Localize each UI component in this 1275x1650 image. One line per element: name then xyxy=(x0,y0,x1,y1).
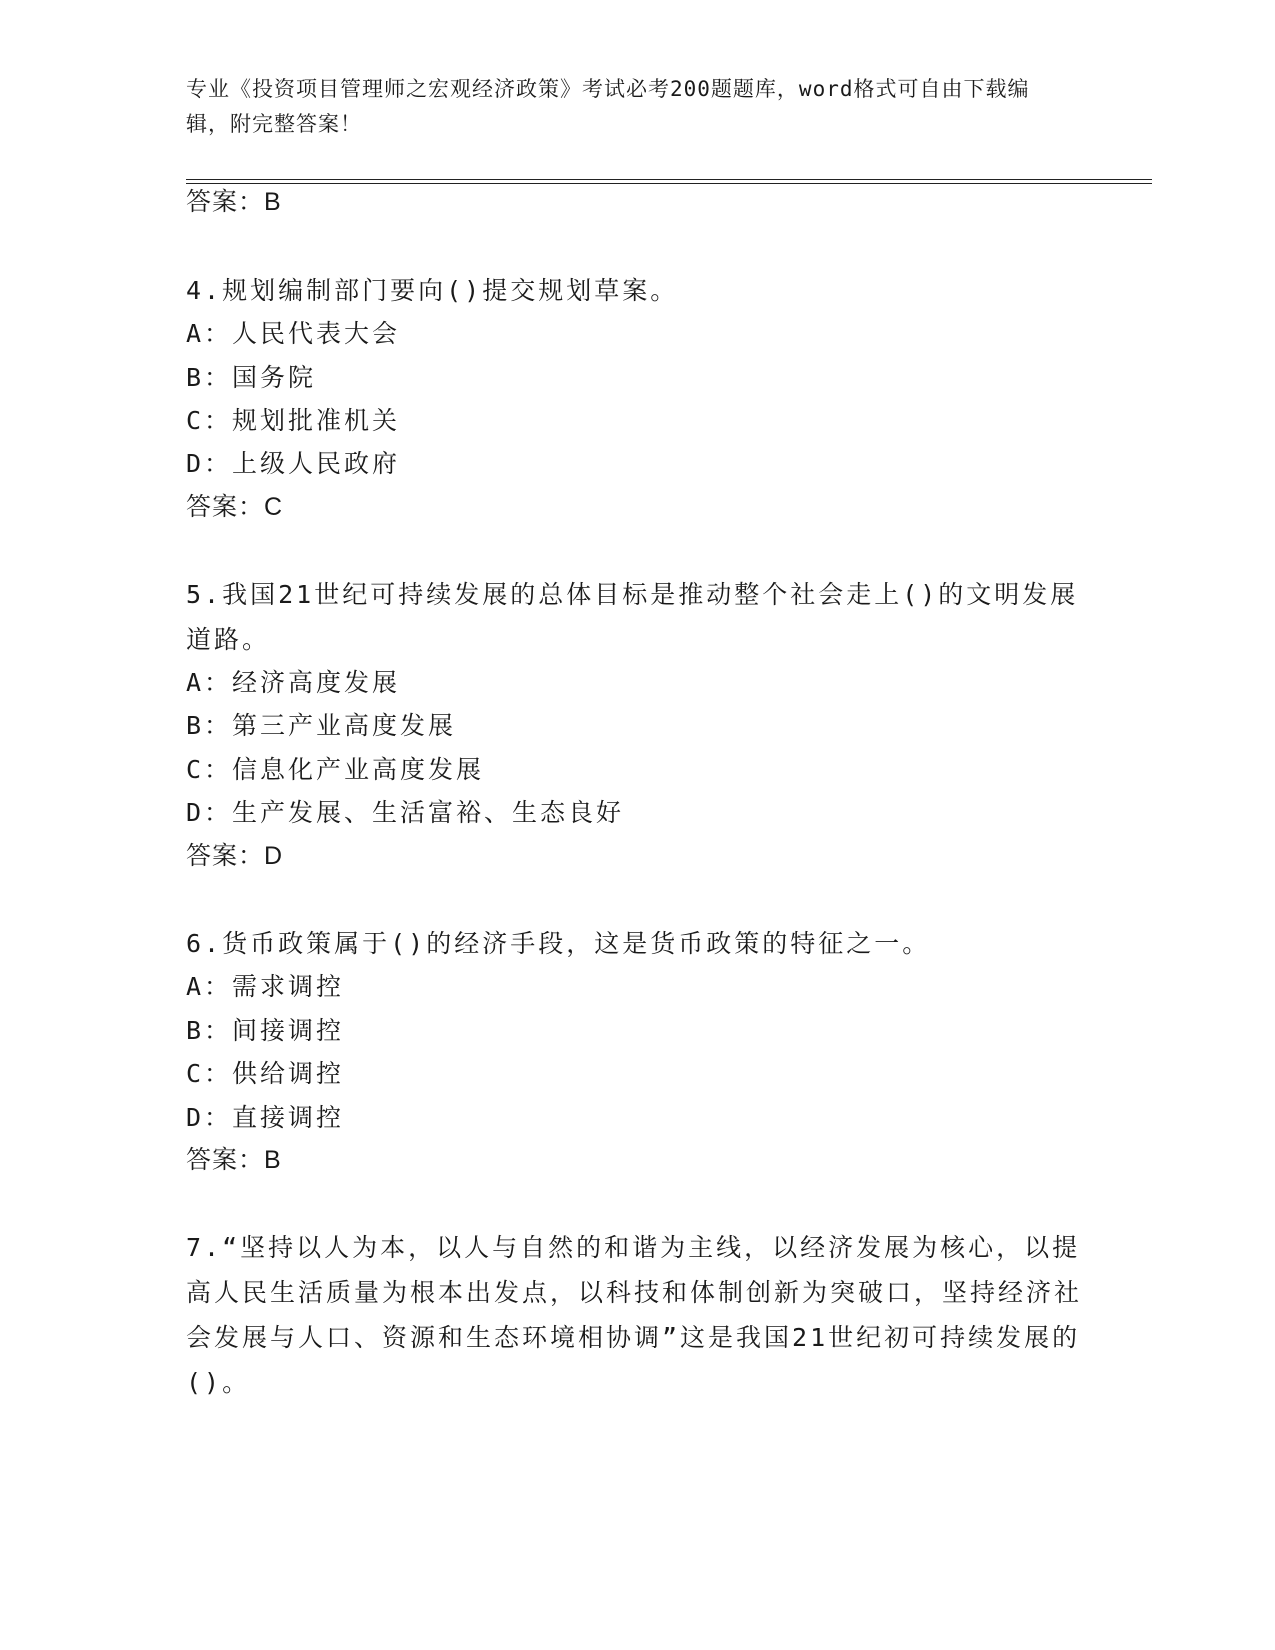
question-5-option-c: C：信息化产业高度发展 xyxy=(186,755,485,784)
previous-answer: 答案：B xyxy=(186,188,282,216)
question-6-stem: 6.货币政策属于()的经济手段，这是货币政策的特征之一。 xyxy=(186,929,931,958)
header-rule xyxy=(186,179,1152,184)
question-5-answer: 答案：D xyxy=(186,842,284,870)
question-4-option-d: D：上级人民政府 xyxy=(186,449,401,478)
question-4-answer: 答案：C xyxy=(186,493,284,521)
question-6-answer: 答案：B xyxy=(186,1146,282,1174)
question-5-option-d: D：生产发展、生活富裕、生态良好 xyxy=(186,798,625,827)
question-6-option-b: B：间接调控 xyxy=(186,1016,345,1045)
question-6-option-a: A：需求调控 xyxy=(186,972,345,1001)
question-6-option-c: C：供给调控 xyxy=(186,1059,345,1088)
question-4-stem: 4.规划编制部门要向()提交规划草案。 xyxy=(186,276,679,305)
document-page xyxy=(186,0,1152,1650)
page-header: 专业《投资项目管理师之宏观经济政策》考试必考200题题库，word格式可自由下载编辑，附完整答案！ xyxy=(186,77,1030,136)
question-7-stem: 7.“坚持以人为本，以人与自然的和谐为主线，以经济发展为核心，以提高人民生活质量为根本出发点，以科技和体制创新为突破口，坚持经济社会发展与人口、资源和生态环境相协调”这是我国21世纪初可持续发展的()。 xyxy=(186,1233,1083,1397)
question-4-option-c: C：规划批准机关 xyxy=(186,406,401,435)
question-4-option-b: B：国务院 xyxy=(186,363,317,392)
question-5-stem: 5.我国21世纪可持续发展的总体目标是推动整个社会走上()的文明发展道路。 xyxy=(186,580,1079,654)
question-5-option-a: A：经济高度发展 xyxy=(186,668,401,697)
question-5-option-b: B：第三产业高度发展 xyxy=(186,711,457,740)
question-6-option-d: D：直接调控 xyxy=(186,1103,345,1132)
question-4-option-a: A：人民代表大会 xyxy=(186,319,401,348)
